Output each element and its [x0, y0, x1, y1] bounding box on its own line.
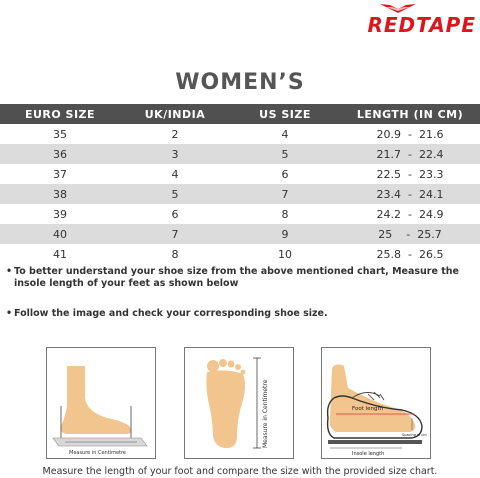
cell-euro: 37	[53, 167, 67, 181]
table-row	[0, 144, 480, 164]
column-header-uk: UK/INDIA	[120, 104, 230, 124]
cell-euro: 41	[53, 247, 67, 261]
instruction-text: Follow the image and check your corresponding shoe size.	[14, 308, 328, 319]
length-value: 22.5 - 23.3	[376, 167, 444, 181]
cell-us: 8	[281, 207, 289, 221]
cell-uk: 2	[171, 127, 179, 141]
cell-uk: 7	[120, 224, 230, 244]
foot-length-label: Foot length	[352, 406, 384, 412]
shoe-insole-figure	[321, 347, 431, 459]
top-foot-icon	[185, 348, 293, 458]
length-value: 23.4 - 24.1	[376, 187, 444, 201]
length-value: 21.7 - 22.4	[376, 147, 444, 161]
table-row	[0, 164, 480, 184]
cell-uk: 8	[171, 247, 179, 261]
length-value: 20.9 - 21.6	[376, 127, 444, 141]
table-row	[0, 184, 480, 204]
length-value: 25.8 - 26.5	[376, 247, 444, 261]
insole-length-label: Insole length	[352, 451, 385, 457]
cell-euro: 36	[0, 144, 120, 164]
cell-length	[340, 204, 480, 224]
cell-length	[340, 124, 480, 144]
table-row	[0, 204, 480, 224]
length-value: 25 - 25.7	[378, 227, 442, 241]
cell-uk: 5	[120, 184, 230, 204]
table-header-row	[0, 104, 480, 124]
cell-uk: 4	[171, 167, 179, 181]
cell-us: 5	[230, 144, 340, 164]
table-row	[0, 224, 480, 244]
size-chart-table	[0, 104, 480, 264]
footer-note: Measure the length of your foot and compare the size with the provided size chart.	[42, 466, 438, 477]
instruction-1	[6, 266, 476, 290]
table-row	[0, 124, 480, 144]
bullet-icon: •	[6, 266, 13, 277]
cell-length	[340, 224, 480, 244]
column-header-us: US SIZE	[230, 104, 340, 124]
length-value: 24.2 - 24.9	[376, 207, 444, 221]
brand-name: REDTAPE	[367, 13, 476, 37]
spacing-label: Spacing in cm	[402, 433, 427, 437]
page-title: WOMEN’S	[175, 70, 305, 95]
cell-euro: 35	[53, 127, 67, 141]
cell-length	[340, 244, 480, 264]
top-foot-label: Measure in Centimetre	[262, 379, 269, 448]
cell-length	[340, 164, 480, 184]
cell-euro: 39	[53, 207, 67, 221]
cell-uk: 6	[171, 207, 179, 221]
side-foot-label: Measure in Centimetre	[69, 450, 127, 456]
top-foot-measure-figure	[184, 347, 294, 459]
instruction-2	[6, 308, 476, 320]
cell-us: 4	[281, 127, 289, 141]
cell-us: 10	[278, 247, 292, 261]
cell-uk: 3	[120, 144, 230, 164]
table-row	[0, 244, 480, 264]
cell-length	[340, 144, 480, 164]
instruction-text: To better understand your shoe size from the above mentioned chart, Measure the insole length of your feet as shown below	[14, 266, 459, 289]
bullet-icon: •	[6, 308, 13, 319]
side-foot-measure-figure	[46, 347, 156, 459]
cell-length	[340, 184, 480, 204]
column-header-euro: EURO SIZE	[0, 104, 120, 124]
brand-logo	[316, 2, 476, 40]
cell-us: 6	[281, 167, 289, 181]
column-header-length: LENGTH (IN CM)	[340, 104, 480, 124]
side-foot-icon	[47, 348, 155, 458]
cell-euro: 40	[0, 224, 120, 244]
cell-euro: 38	[0, 184, 120, 204]
cell-us: 9	[230, 224, 340, 244]
shoe-icon	[322, 348, 430, 458]
cell-us: 7	[230, 184, 340, 204]
